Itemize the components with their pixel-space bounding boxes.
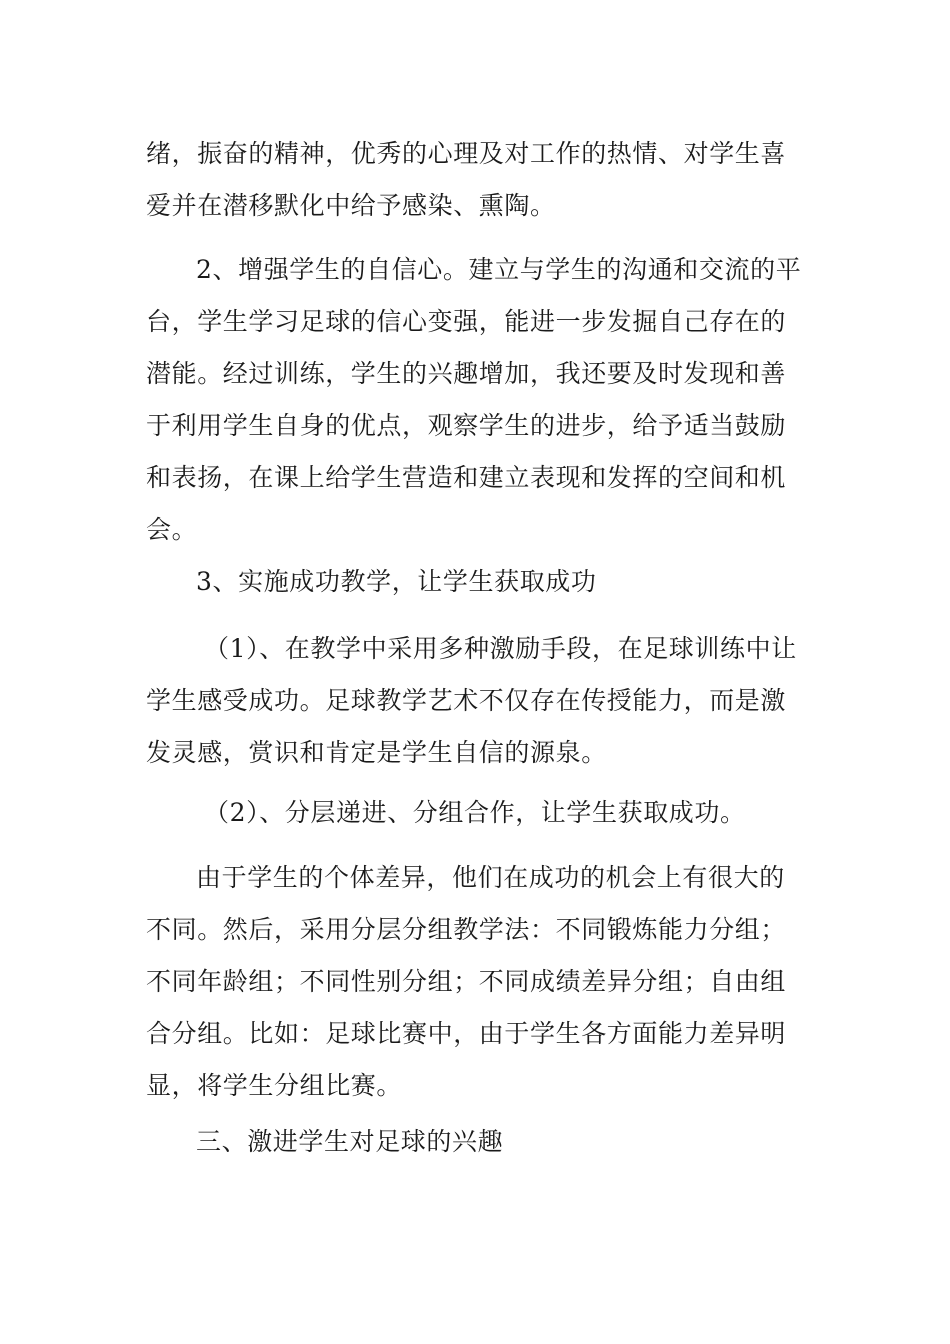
paragraph-4 <box>146 623 816 779</box>
text-line: 2、增强学生的自信心。建立与学生的沟通和交流的平 <box>196 255 802 284</box>
paragraph-1 <box>146 128 816 232</box>
text-line: （2）、分层递进、分组合作，让学生获取成功。 <box>204 798 746 827</box>
text-line: 三、激进学生对足球的兴趣 <box>196 1127 504 1156</box>
paragraph-2 <box>146 244 816 556</box>
text-line: 学生感受成功。足球教学艺术不仅存在传授能力，而是激 <box>146 686 787 715</box>
section-heading <box>146 1116 816 1168</box>
text-line: 3、实施成功教学，让学生获取成功 <box>196 567 597 596</box>
text-line: 不同。然后，采用分层分组教学法：不同锻炼能力分组； <box>146 915 787 944</box>
text-line: 于利用学生自身的优点，观察学生的进步，给予适当鼓励 <box>146 411 787 440</box>
text-line: （1）、在教学中采用多种激励手段，在足球训练中让 <box>204 634 797 663</box>
text-line: 爱并在潜移默化中给予感染、熏陶。 <box>146 191 556 220</box>
paragraph-6 <box>146 852 816 1112</box>
text-line: 不同年龄组；不同性别分组；不同成绩差异分组；自由组 <box>146 967 787 996</box>
text-line: 由于学生的个体差异，他们在成功的机会上有很大的 <box>196 863 785 892</box>
text-line: 台，学生学习足球的信心变强，能进一步发掘自己存在的 <box>146 307 787 336</box>
paragraph-5 <box>146 787 816 839</box>
text-line: 和表扬，在课上给学生营造和建立表现和发挥的空间和机 <box>146 463 787 492</box>
text-line: 潜能。经过训练，学生的兴趣增加，我还要及时发现和善 <box>146 359 787 388</box>
text-line: 显，将学生分组比赛。 <box>146 1071 403 1100</box>
text-line: 会。 <box>146 515 198 544</box>
text-line: 发灵感，赏识和肯定是学生自信的源泉。 <box>146 738 607 767</box>
text-line: 绪，振奋的精神，优秀的心理及对工作的热情、对学生喜 <box>146 139 787 168</box>
paragraph-3 <box>146 556 816 608</box>
text-line: 合分组。比如：足球比赛中，由于学生各方面能力差异明 <box>146 1019 787 1048</box>
